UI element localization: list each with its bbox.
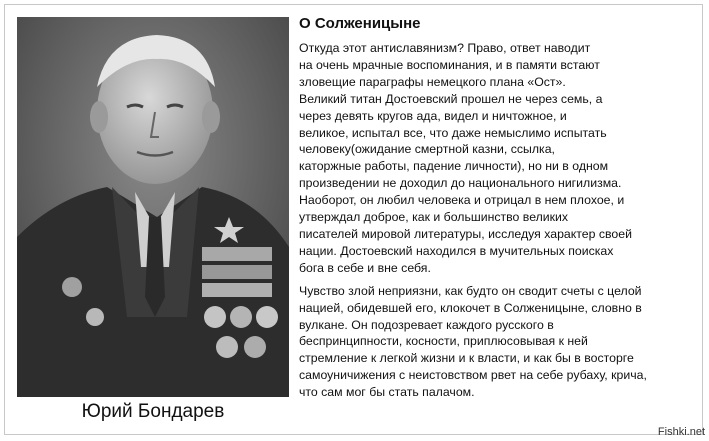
text-line: стремление к легкой жизни и к власти, и как бы в восторге bbox=[299, 351, 634, 366]
text-line: самоуничижения с неистовством рвет на себе рубаху, крича, bbox=[299, 368, 647, 383]
article-paragraph-1 bbox=[299, 40, 697, 277]
article bbox=[299, 15, 697, 401]
text-line: зловещие параграфы немецкого плана «Ост». bbox=[299, 74, 566, 89]
article-title: О Солженицыне bbox=[299, 15, 421, 32]
text-line: произведении не доходил до национального нигилизма. bbox=[299, 176, 622, 191]
text-line: Чувство злой неприязни, как будто он сводит счеты с целой bbox=[299, 283, 642, 298]
article-paragraph-2 bbox=[299, 283, 697, 401]
text-line: вулкане. Он подозревает каждого русского в bbox=[299, 317, 554, 332]
post-card bbox=[4, 4, 703, 435]
text-line: через девять кругов ада, видел и ничтожное, и bbox=[299, 108, 567, 123]
portrait-photo bbox=[17, 17, 289, 397]
text-line: бога в себе и вне себя. bbox=[299, 260, 431, 275]
text-line: Наоборот, он любил человека и отрицал в нем плохое, и bbox=[299, 193, 625, 208]
text-line: нацией, обидевшей его, клокочет в Солженицыне, словно в bbox=[299, 300, 642, 315]
text-line: Великий титан Достоевский прошел не через семь, а bbox=[299, 91, 603, 106]
text-line: человеку(ожидание смертной казни, ссылка, bbox=[299, 142, 555, 157]
text-line: утверждал доброе, как и большинство великих bbox=[299, 210, 569, 225]
text-line: на очень мрачные воспоминания, и в памяти встают bbox=[299, 57, 600, 72]
text-line: нации. Достоевский находился в мучительных поисках bbox=[299, 243, 614, 258]
text-line: великое, испытал все, что даже немыслимо испытать bbox=[299, 125, 607, 140]
text-line: беспринципности, косности, приплюсовывая к ней bbox=[299, 334, 588, 349]
text-line: писателей мировой литературы, исследуя характер своей bbox=[299, 226, 632, 241]
text-line: что сам мог бы стать палачом. bbox=[299, 385, 475, 400]
portrait-caption: Юрий Бондарев bbox=[81, 401, 225, 422]
text-line: Откуда этот антиславянизм? Право, ответ наводит bbox=[299, 41, 591, 55]
watermark-logo: Fishki.net bbox=[657, 426, 705, 438]
text-line: каторжные работы, падение личности), но ни в одном bbox=[299, 159, 609, 174]
